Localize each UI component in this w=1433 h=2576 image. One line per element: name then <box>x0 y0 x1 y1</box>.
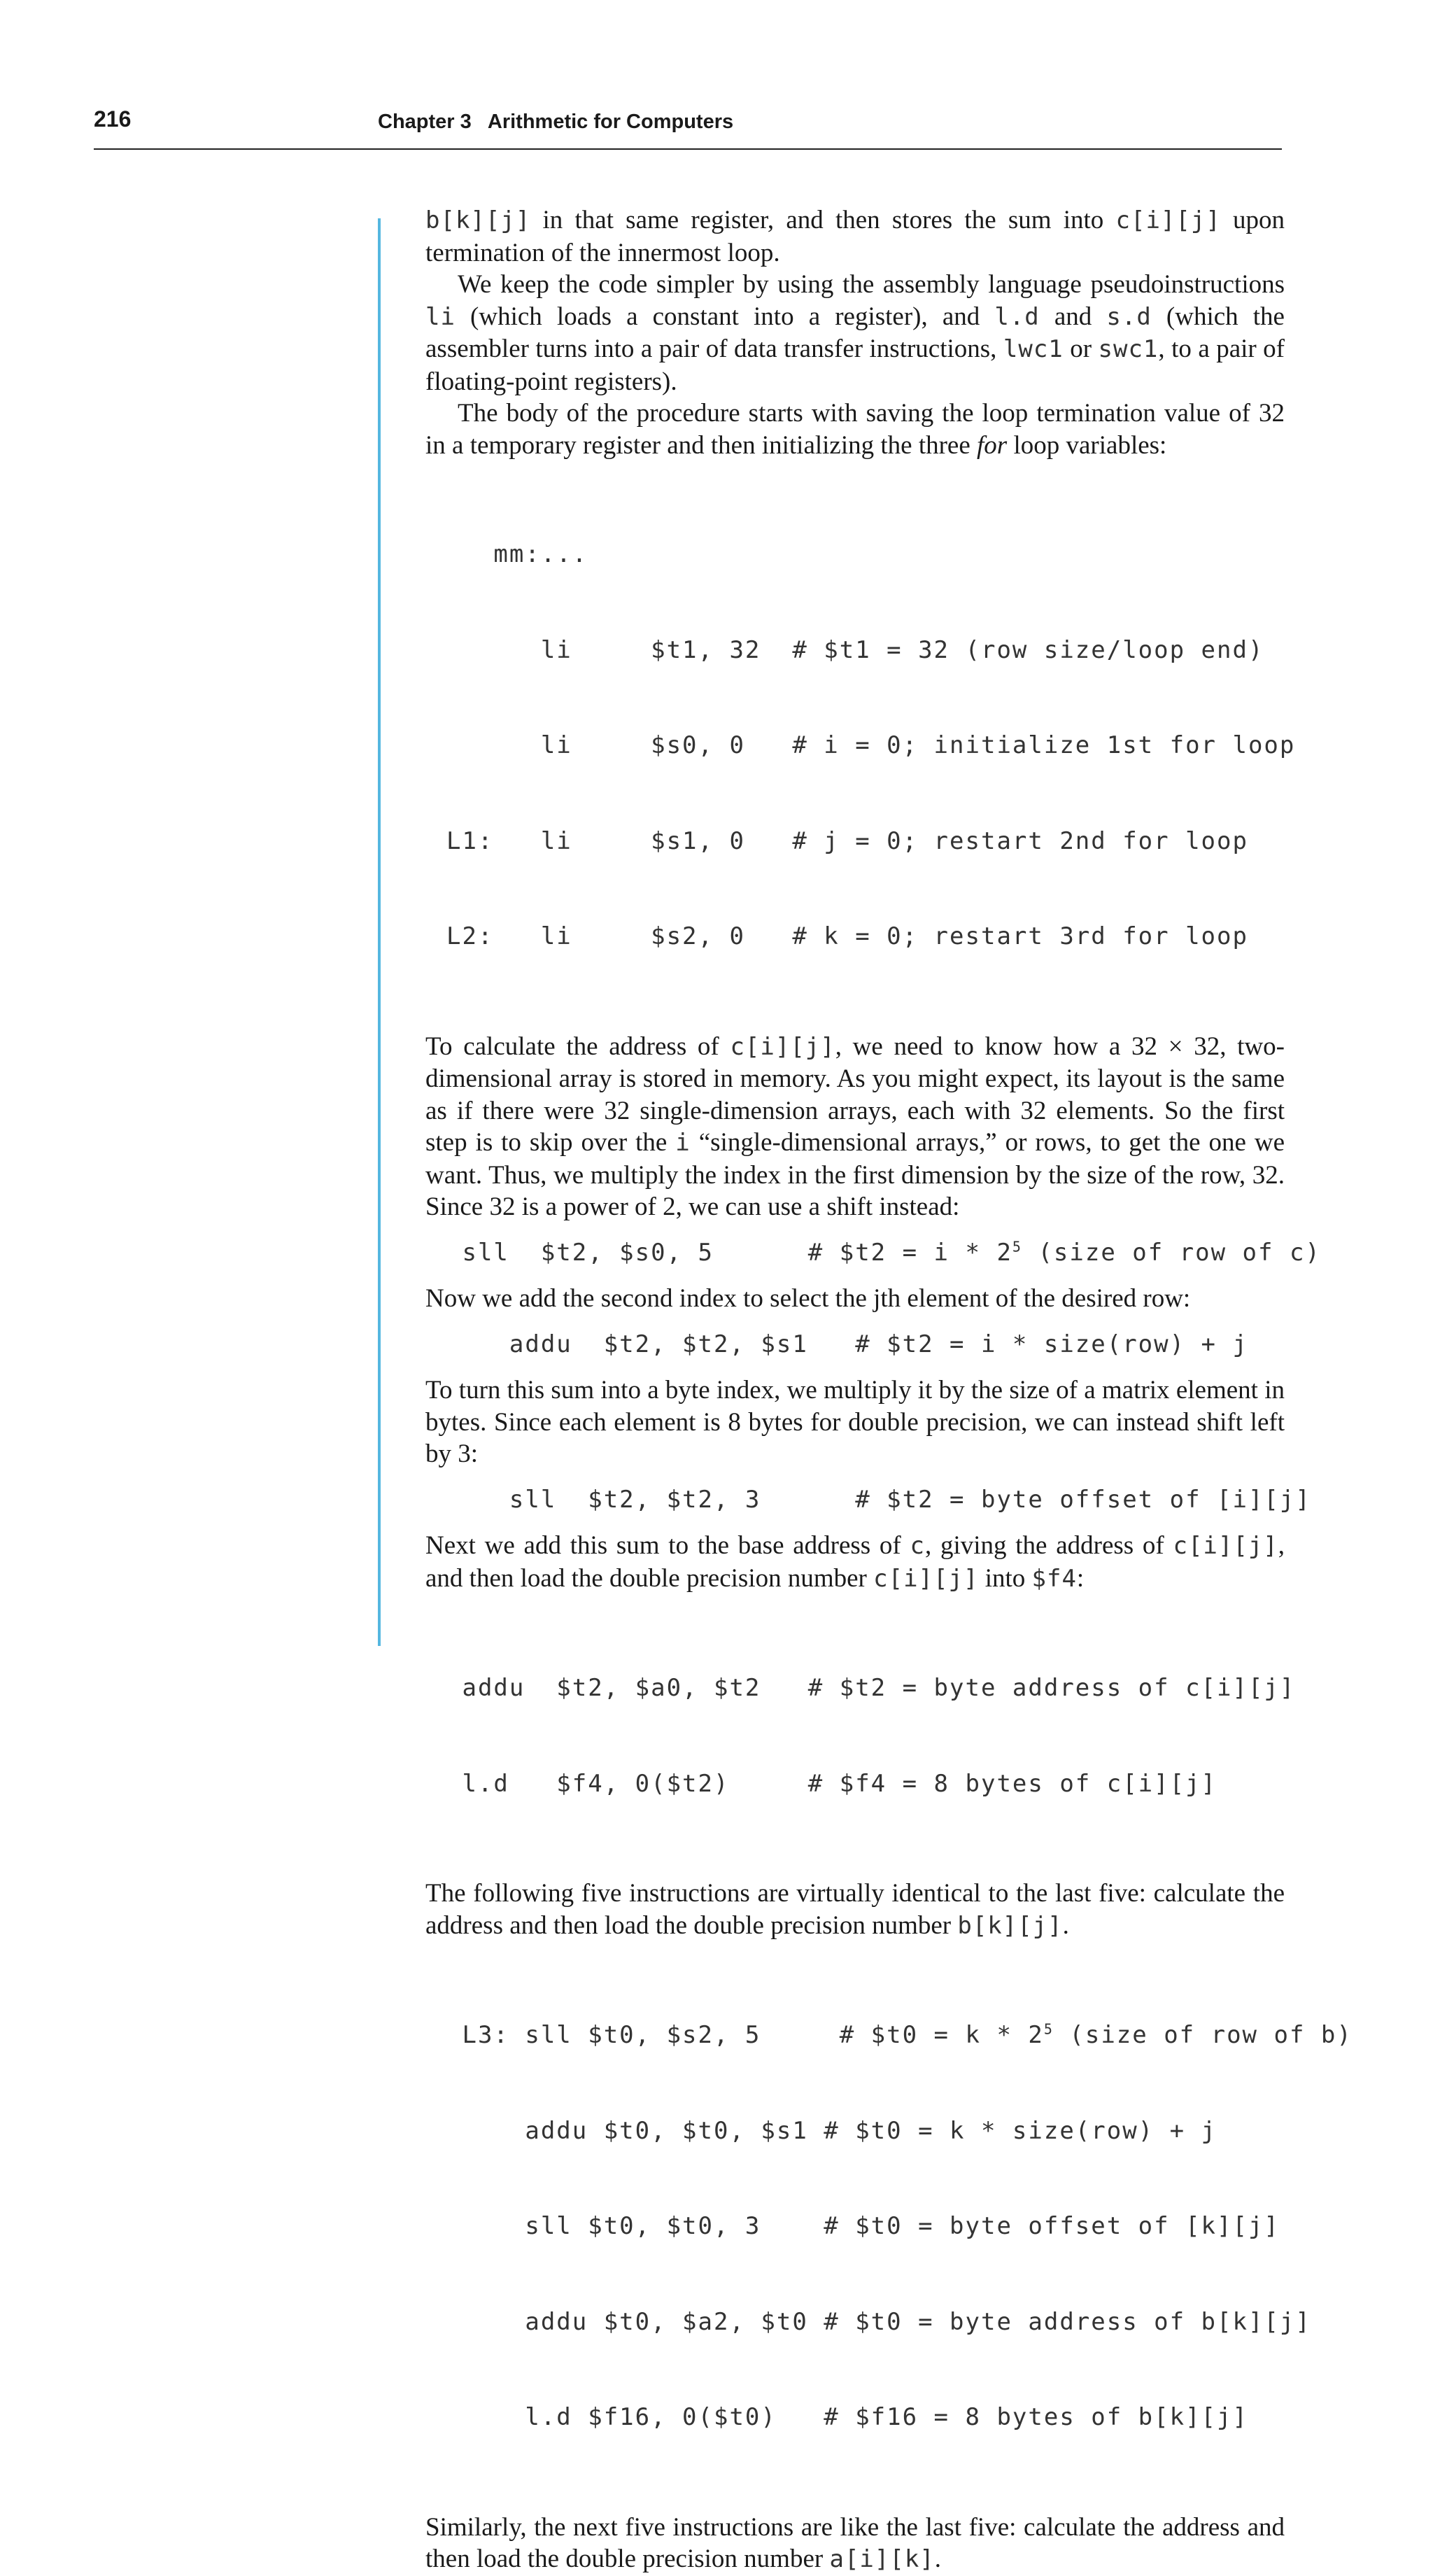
inline-code: c <box>910 1532 925 1560</box>
paragraph-8 <box>425 1878 1285 1942</box>
code-block-5 <box>446 1609 1296 1864</box>
code-block-1 <box>446 475 1296 1017</box>
code-line: l.d $f16, 0($t0) # $f16 = 8 bytes of b[k][j] <box>446 2403 1248 2431</box>
code-line: addu $t2, $a0, $t2 # $t2 = byte address of c[i][j] <box>446 1674 1296 1702</box>
header-rule <box>94 148 1282 150</box>
text-run: , we need to know how a 32 × 32, two-dimensional array is stored in memory. As you might expect, its layout is the same as if there were 32 single-dimension arrays, each with 32 elements. So the first step is to skip over the <box>425 1032 1285 1157</box>
text-run: (which the assembler turns into a pair of data transfer instructions, <box>425 302 1285 363</box>
code-line: sll $t2, $t2, 3 # $t2 = byte offset of [i][j] <box>446 1485 1311 1514</box>
paragraph-4 <box>425 1031 1285 1223</box>
text-run: To turn this sum into a byte index, we multiply it by the size of a matrix element in bytes. Since each element is 8 bytes for double precision, we can instead shift left by 3: <box>425 1376 1285 1468</box>
inline-code: s.d <box>1106 302 1152 331</box>
paragraph-6 <box>425 1374 1285 1470</box>
text-run: : <box>1076 1563 1085 1593</box>
inline-code: c[i][j] <box>873 1564 979 1593</box>
inline-code: c[i][j] <box>1173 1532 1278 1560</box>
text-run: loop variables: <box>1007 430 1167 460</box>
inline-code: lwc1 <box>1003 335 1064 363</box>
inline-code: c[i][j] <box>730 1032 835 1061</box>
paragraph-5 <box>425 1283 1285 1315</box>
code-line: l.d $f4, 0($t2) # $f4 = 8 bytes of c[i][j] <box>446 1769 1217 1798</box>
text-run: . <box>934 2545 942 2573</box>
paragraph-9 <box>425 2512 1285 2576</box>
inline-code: c[i][j] <box>1115 206 1221 234</box>
chapter-title: Arithmetic for Computers <box>487 111 734 133</box>
code-line: L2: li $s2, 0 # k = 0; restart 3rd for loop <box>446 922 1248 950</box>
code-text: (size of row of c) <box>1022 1238 1321 1267</box>
body-text <box>425 204 1353 2576</box>
page-number: 216 <box>94 106 132 132</box>
inline-code: a[i][k] <box>829 2545 935 2573</box>
inline-code: li <box>425 302 456 331</box>
paragraph-2 <box>425 269 1285 397</box>
superscript: 5 <box>1012 1238 1022 1255</box>
text-run: . <box>1062 1910 1069 1940</box>
margin-bar <box>378 218 381 1646</box>
code-block-3 <box>446 1329 1285 1361</box>
inline-code: b[k][j] <box>957 1911 1063 1940</box>
code-text: sll $t2, $s0, 5 # $t2 = i * 2 <box>446 1238 1012 1267</box>
inline-code: b[k][j] <box>425 206 531 234</box>
text-run: in that same register, and then stores the sum into <box>530 206 1116 234</box>
text-run: and <box>1039 302 1107 331</box>
paragraph-3 <box>425 397 1285 461</box>
text-run: into <box>978 1563 1032 1593</box>
code-block-6 <box>446 1956 1353 2498</box>
text-run: Now we add the second index to select the jth element of the desired row: <box>425 1284 1191 1313</box>
paragraph-1 <box>425 204 1285 269</box>
code-text: L3: sll $t0, $s2, 5 # $t0 = k * 2 <box>446 2021 1044 2049</box>
text-run: , giving the address of <box>924 1531 1173 1560</box>
code-line: mm:... <box>446 540 588 568</box>
code-line: li $t1, 32 # $t1 = 32 (row size/loop end) <box>446 635 1264 664</box>
text-run: The following five instructions are virtually identical to the last five: calculate the address and then load the double precision number <box>425 1879 1285 1940</box>
inline-code: swc1 <box>1098 335 1159 363</box>
text-run: “single-dimensional arrays,” or rows, to get the one we want. Thus, we multiply the index in the first dimension by the size of the row, 32. Since 32 is a power of 2, we can use a shift instead: <box>425 1128 1285 1221</box>
code-line: addu $t0, $t0, $s1 # $t0 = k * size(row) + j <box>446 2116 1217 2145</box>
code-text: (size of row of b) <box>1053 2021 1353 2049</box>
text-run: Similarly, the next five instructions are like the last five: calculate the address and then load the double precision number <box>425 2512 1285 2573</box>
superscript: 5 <box>1043 2020 1054 2038</box>
code-line <box>446 1237 1321 1269</box>
code-line: addu $t2, $t2, $s1 # $t2 = i * size(row) + j <box>446 1330 1248 1358</box>
text-run: Next we add this sum to the base address of <box>425 1531 910 1560</box>
code-line: L1: li $s1, 0 # j = 0; restart 2nd for loop <box>446 826 1248 855</box>
inline-code: l.d <box>994 302 1040 331</box>
code-line: li $s0, 0 # i = 0; initialize 1st for loop <box>446 731 1296 759</box>
text-run: , and then load the double precision number <box>425 1531 1285 1593</box>
text-run: upon termination of the innermost loop. <box>425 206 1285 267</box>
paragraph-7 <box>425 1530 1285 1595</box>
inline-code: $f4 <box>1031 1564 1077 1593</box>
text-run: , to a pair of floating-point registers). <box>425 335 1285 396</box>
text-run: The body of the procedure starts with saving the loop termination value of 32 in a temporary register and then initializing the three <box>425 399 1285 460</box>
code-block-2 <box>446 1237 1321 1269</box>
italic-text: for <box>977 430 1008 460</box>
chapter-label: Chapter 3 <box>378 111 472 133</box>
inline-code: i <box>675 1129 691 1157</box>
running-header <box>378 111 733 134</box>
code-line <box>446 2020 1353 2052</box>
code-line: addu $t0, $a2, $t0 # $t0 = byte address of b[k][j] <box>446 2307 1311 2336</box>
text-run: or <box>1063 335 1099 363</box>
text-run: (which loads a constant into a register), and <box>455 302 995 331</box>
code-block-4 <box>446 1484 1311 1516</box>
text-run: We keep the code simpler by using the assembly language pseudoinstructions <box>458 270 1285 299</box>
code-line: sll $t0, $t0, 3 # $t0 = byte offset of [k][j] <box>446 2212 1280 2240</box>
text-run: To calculate the address of <box>425 1032 730 1061</box>
